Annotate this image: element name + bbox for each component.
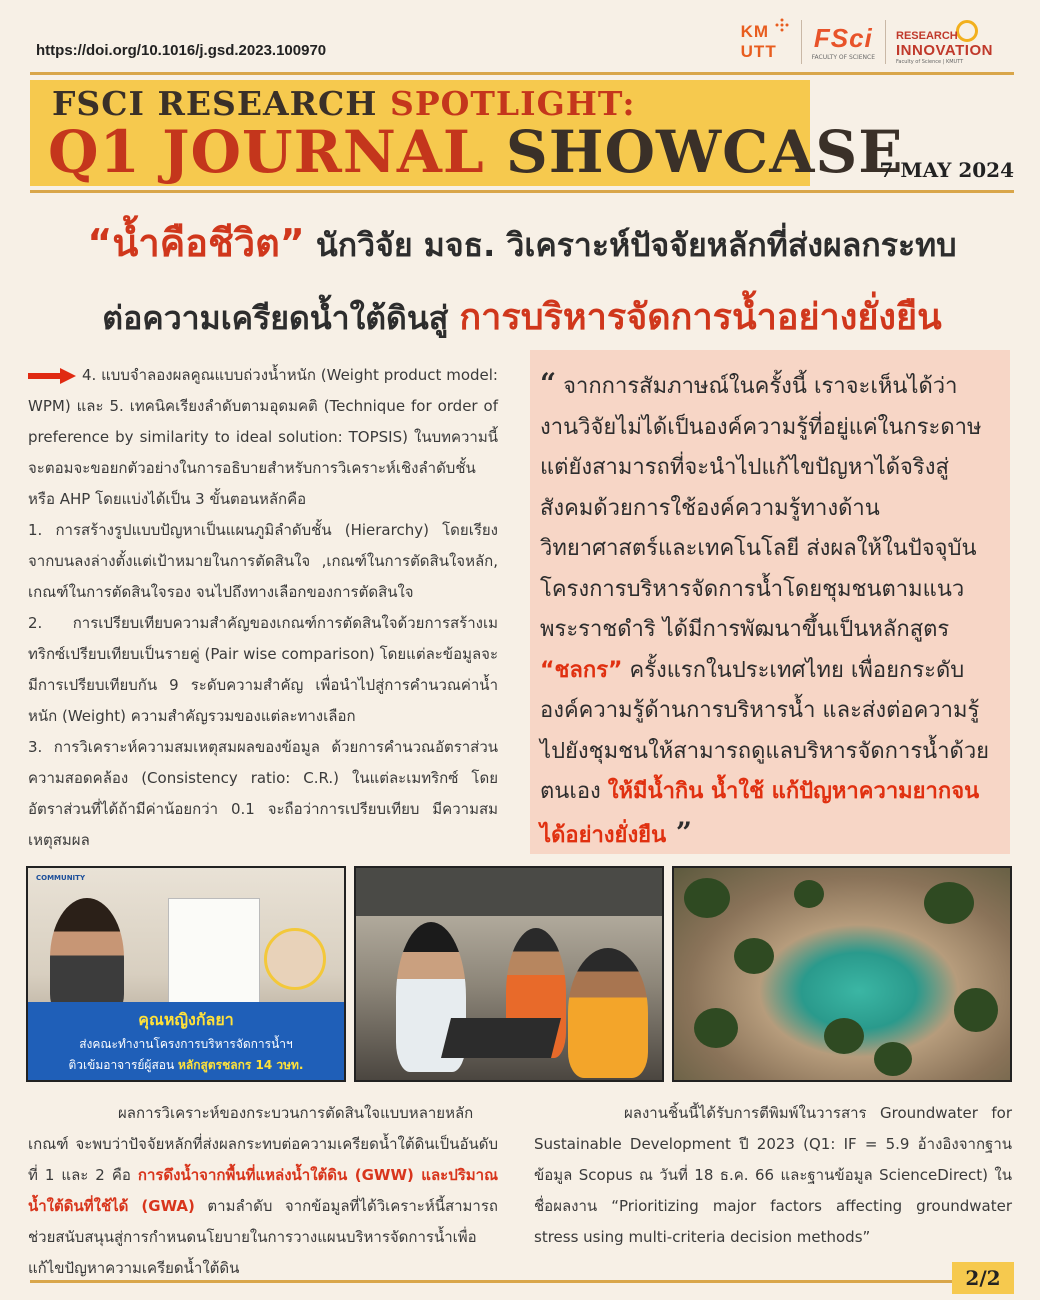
photo-fieldwork — [354, 866, 664, 1082]
kmutt-logo: KM UTT — [739, 16, 791, 68]
villager-figure — [568, 948, 648, 1078]
middle-rule — [30, 190, 1014, 193]
tree-shape — [954, 988, 998, 1032]
fsci-logo: FSci FACULTY OF SCIENCE — [811, 23, 875, 61]
banner-line-1: FSCI RESEARCH SPOTLIGHT: — [52, 84, 636, 123]
tree-shape — [794, 880, 824, 908]
method-step-3: 3. การวิเคราะห์ความสมเหตุสมผลของข้อมูล ด้วยการคำนวณอัตราส่วนความสอดคล้อง (Consistency ratio: C.R.) ในแต่ละเมทริกซ์ โดยอัตราส่วนที่ได้ถ้ามีค่าน้อยกว่า 0.1 จะถือว่าการเปรียบเทียบ มีความสมเหตุสมผล — [28, 738, 498, 849]
headline-line-1: “น้ำคือชีวิต” นักวิจัย มจธ. วิเคราะห์ปัจจัยหลักที่ส่งผลกระทบ — [87, 221, 957, 265]
title-banner — [30, 80, 904, 186]
tree-shape — [874, 1042, 912, 1076]
logo-divider — [885, 20, 886, 64]
headline-line-2: ต่อความเครียดน้ำใต้ดินสู่ การบริหารจัดการน้ำอย่างยั่งยืน — [102, 297, 942, 338]
arrow-right-icon — [28, 368, 76, 384]
method-step-2: 2. การเปรียบเทียบความสำคัญของเกณฑ์การตัดสินใจด้วยการสร้างเมทริกซ์เปรียบเทียบเป็นรายคู่ (Pair wise comparison) โดยแต่ละข้อมูลจะมีการเปรียบเทียบกัน 9 ระดับความสำคัญ เพื่อนำไปสู่การคำนวณค่าน้ำหนัก (Weight) ความสำคัญรวมของแต่ละทางเลือก — [28, 614, 498, 725]
portrait-circle — [264, 928, 326, 990]
method-column — [28, 360, 498, 856]
photo-reservoir-aerial — [672, 866, 1012, 1082]
publish-date: 7 MAY 2024 — [879, 158, 1014, 182]
tree-shape — [734, 938, 774, 974]
logo-divider — [801, 20, 802, 64]
tent-roof — [356, 868, 662, 916]
top-rule — [30, 72, 1014, 75]
photo-caption-banner: คุณหญิงกัลยา ส่งคณะทำงานโครงการบริหารจัดการน้ำฯ ติวเข้มอาจารย์ผู้สอน หลักสูตรชลกร 14 วษท. — [28, 1002, 344, 1080]
banner-line-2: Q1 JOURNAL SHOWCASE — [48, 118, 904, 186]
tree-shape — [694, 1008, 738, 1048]
flipchart-board — [168, 898, 260, 1016]
speaker-figure — [50, 898, 124, 1018]
page-number: 2/2 — [952, 1262, 1014, 1294]
doi-link[interactable]: https://doi.org/10.1016/j.gsd.2023.100970 — [36, 42, 327, 59]
lightbulb-icon — [956, 20, 978, 42]
method-step-1: 1. การสร้างรูปแบบปัญหาเป็นแผนภูมิลำดับชั้น (Hierarchy) โดยเรียงจากบนลงล่างตั้งแต่เป้าหมายในการตัดสินใจ ,เกณฑ์ในการตัดสินใจหลัก, เกณฑ์ในการตัดสินใจรอง จนไปถึงทางเลือกของการตัดสินใจ — [28, 521, 498, 601]
kmutt-dots-icon — [775, 18, 789, 32]
tree-shape — [924, 882, 974, 924]
photo-strip — [26, 866, 1012, 1082]
photo-seminar — [26, 866, 346, 1082]
publication-paragraph: ผลงานชิ้นนี้ได้รับการตีพิมพ์ในวารสาร Groundwater for Sustainable Development ปี 2023 (Q1: IF = 5.9 อ้างอิงจากฐานข้อมูล Scopus ณ วันที่ 18 ธ.ค. 66 และฐานข้อมูล ScienceDirect) ในชื่อผลงาน “Prioritizing major factors affecting groundwater stress using multi-criteria decision methods” — [534, 1104, 1012, 1246]
method-paragraph: 4. แบบจำลองผลคูณแบบถ่วงน้ำหนัก (Weight product model: WPM) และ 5. เทคนิคเรียงลำดับตามอุดมคติ (Technique for order of preference by similarity to ideal solution: TOPSIS) ในบทความนี้จะตอมจะขอยกตัวอย่างในการอธิบายสำหรับการวิเคราะห์เชิงลำดับชั้น หรือ AHP โดยแบ่งได้เป็น 3 ขั้นตอนหลักคือ — [28, 366, 498, 508]
logo-group — [739, 14, 1014, 70]
bottom-rule — [30, 1280, 1014, 1283]
community-logo: COMMUNITY — [36, 874, 86, 882]
research-innovation-logo: RESEARCH INNOVATION Faculty of Science | KMUTT — [896, 18, 1014, 66]
quote-box: “ จากการสัมภาษณ์ในครั้งนี้ เราจะเห็นได้ว่างานวิจัยไม่ได้เป็นองค์ความรู้ที่อยู่แค่ในกระดาษแต่ยังสามารถที่จะนำไปแก้ไขปัญหาได้จริงสู่สังคมด้วยการใช้องค์ความรู้ทางด้านวิทยาศาสตร์และเทคโนโลยี ส่งผลให้ในปัจจุบันโครงการบริหารจัดการน้ำโดยชุมชนตามแนวพระราชดำริ ได้มีการพัฒนาขึ้นเป็นหลักสูตร “ชลกร” ครั้งแรกในประเทศไทย เพื่อยกระดับองค์ความรู้ด้านการบริหารน้ำ และส่งต่อความรู้ไปยังชุมชนให้สามารถดูแลบริหารจัดการน้ำด้วยตนเอง ให้มีน้ำกิน น้ำใช้ แก้ปัญหาความยากจนได้อย่างยั่งยืน ” — [530, 350, 1010, 854]
close-quote: ” — [666, 815, 692, 849]
result-paragraph: ผลการวิเคราะห์ของกระบวนการตัดสินใจแบบหลายหลักเกณฑ์ จะพบว่าปัจจัยหลักที่ส่งผลกระทบต่อความเครียดน้ำใต้ดินเป็นอันดับที่ 1 และ 2 คือ การดึงน้ำจากพื้นที่แหล่งน้ำใต้ดิน (GWW) และปริมาณน้ำใต้ดินที่ใช้ได้ (GWA) ตามลำดับ จากข้อมูลที่ได้วิเคราะห์นี้สามารถช่วยสนับสนุนสู่การกำหนดนโยบายในการวางแผนบริหารจัดการน้ำเพื่อแก้ไขปัญหาความเครียดน้ำใต้ดิน — [28, 1104, 499, 1277]
open-quote: “ — [540, 367, 557, 400]
tree-shape — [684, 878, 730, 918]
laptop-shape — [441, 1018, 561, 1058]
tree-shape — [824, 1018, 864, 1054]
